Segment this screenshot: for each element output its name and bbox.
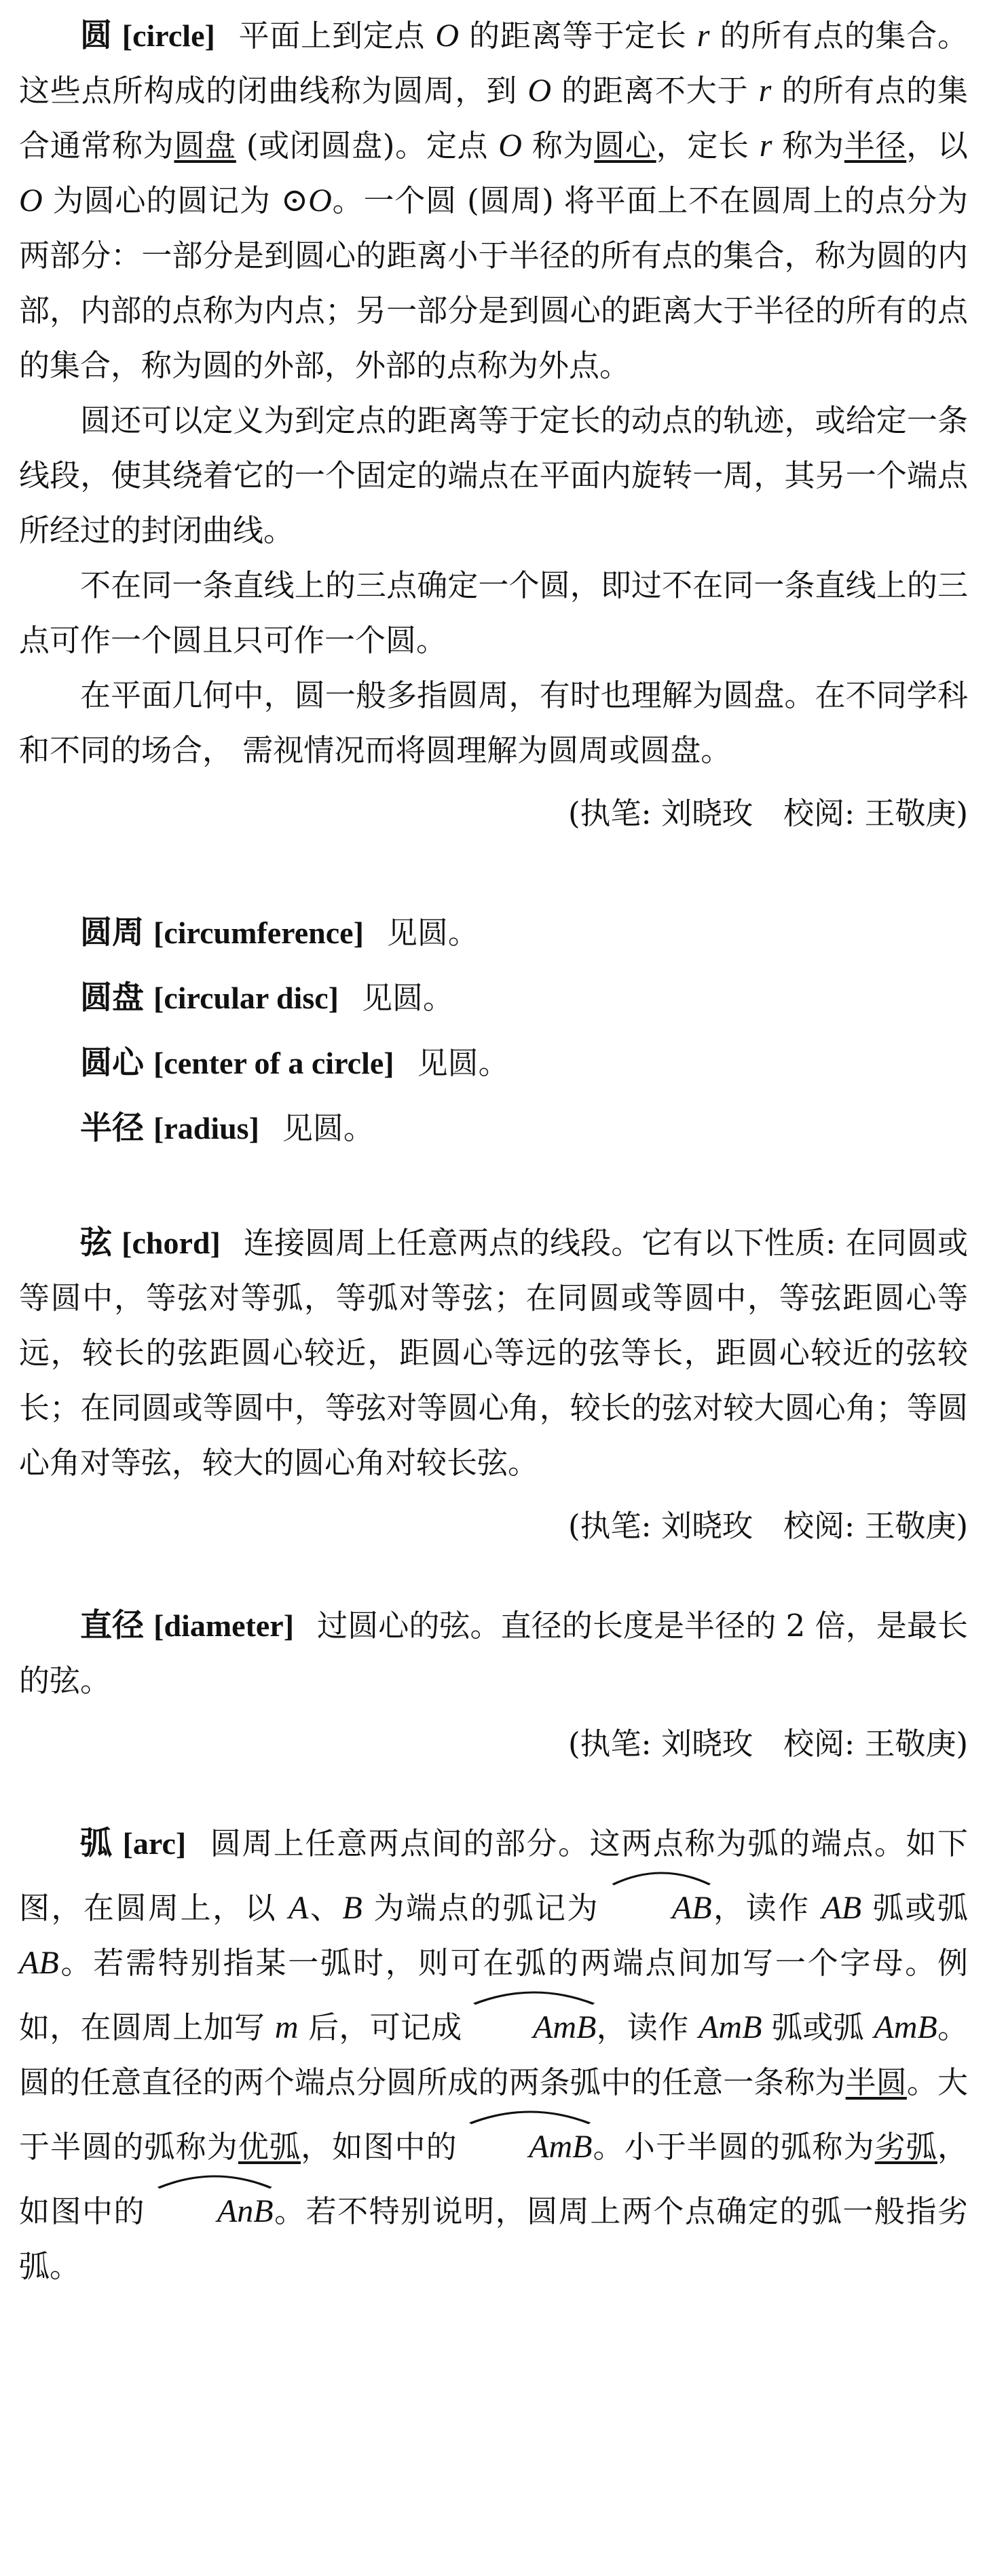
ref-center: 圆心 [center of a circle] 见圆。	[80, 1044, 509, 1082]
term-semicircle: 半圆	[845, 2064, 907, 2100]
arc-definition: 弧 [arc] 圆周上任意两点间的部分。这两点称为弧的端点。如下图，在圆周上，以 A、B 为端点的弧记为 AB，读作 AB 弧或弧 AB。若需特别指某一弧时，则可在弧的两端点间加写一个字母。例如，在圆周上加写 m 后，可记成 AmB，读作 AmB 弧或弧 AmB。圆的任意直径的两个端点分圆所成的两条弧中的任意一条称为半圆。大于半圆的弧称为优弧，如图中的 AmB。小于半圆的弧称为劣弧，如图中的 AnB。若不特别说明，圆周上两个点确定的弧一般指劣弧。	[19, 1825, 968, 2284]
diameter-definition: 直径 [diameter] 过圆心的弦。直径的长度是半径的 2 倍，是最长的弦。	[19, 1607, 968, 1699]
arc-amb-notation: AmB	[472, 1990, 596, 2055]
circle-paragraph-2: 圆还可以定义为到定点的距离等于定长的动点的轨迹，或给定一条线段，使其绕着它的一个固定的端点在平面内旋转一周，其另一个端点所经过的封闭曲线。	[19, 402, 968, 548]
chord-definition: 弦 [chord] 连接圆周上任意两点的线段。它有以下性质: 在同圆或等圆中，等弦对等弧，等弧对等弦；在同圆或等圆中，等弦距圆心等远，较长的弦距圆心较近，距圆心等远的弦等长，距圆心较近的弦较长；在同圆或等圆中，等弦对等圆心角，较长的弦对较大圆心角；等圆心角对等弦，较大的圆心角对较长弦。	[19, 1224, 969, 1481]
ref-circumference: 圆周 [circumference] 见圆。	[80, 914, 479, 951]
circle-definition: 圆 [circle] 平面上到定点 O 的距离等于定长 r 的所有点的集合。这些点所构成的闭曲线称为圆周，到 O 的距离不大于 r 的所有点的集合通常称为圆盘 (或闭圆盘)。定点 O 称为圆心，定长 r 称为半径，以 O 为圆心的圆记为 ⊙O。一个圆 (圆周) 将平面上不在圆周上的点分为两部分：一部分是到圆心的距离小于半径的所有点的集合，称为圆的内部，内部的点称为内点；另一部分是到圆心的距离大于半径的所有的点的集合，称为圆的外部，外部的点称为外点。	[19, 17, 968, 383]
circle-paragraph-4: 在平面几何中，圆一般多指圆周，有时也理解为圆盘。在不同学科和不同的场合， 需视情况而将圆理解为圆周或圆盘。	[19, 677, 968, 768]
term-major-arc: 优弧	[238, 2129, 301, 2165]
circle-term: 圆	[80, 17, 113, 54]
ref-radius: 半径 [radius] 见圆。	[80, 1110, 374, 1147]
diameter-credit: (执笔: 刘晓玫 校阅: 王敬庚)	[567, 1726, 968, 1762]
term-minor-arc: 劣弧	[874, 2129, 937, 2165]
term-radius: 半径	[844, 128, 907, 164]
arc-anb-notation: AnB	[156, 2174, 274, 2239]
chord-credit: (执笔: 刘晓玫 校阅: 王敬庚)	[567, 1508, 968, 1544]
term-center: 圆心	[594, 128, 656, 164]
circle-credit: (执笔: 刘晓玫 校阅: 王敬庚)	[567, 795, 968, 831]
circle-paragraph-3: 不在同一条直线上的三点确定一个圆，即过不在同一条直线上的三点可作一个圆且只可作一个圆。	[19, 567, 968, 658]
cross-references	[19, 901, 968, 1161]
term-disc: 圆盘	[174, 128, 236, 164]
circle-english: [circle]	[122, 18, 215, 53]
arc-amb-notation-2: AmB	[468, 2110, 592, 2174]
odot-symbol: ⊙O	[280, 183, 332, 219]
ref-circular-disc: 圆盘 [circular disc] 见圆。	[80, 979, 453, 1017]
arc-ab-notation: AB	[611, 1871, 712, 1935]
